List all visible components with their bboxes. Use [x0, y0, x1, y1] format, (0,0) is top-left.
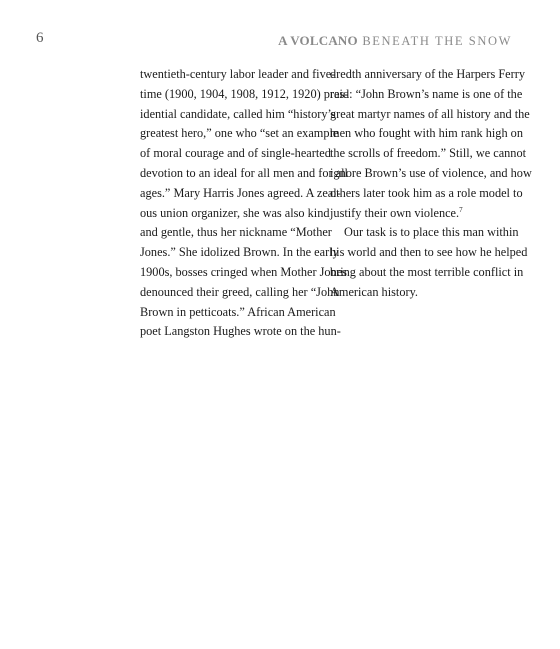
text-line: ous union organizer, she was also kind: [140, 205, 330, 220]
text-line: great martyr names of all history and the: [330, 106, 530, 121]
text-line: devotion to an ideal for all men and for all: [140, 165, 348, 180]
text-line: others later took him as a role model to: [330, 185, 523, 200]
text-line: ages.” Mary Harris Jones agreed. A zeal-: [140, 185, 341, 200]
text-line: denounced their greed, calling her “John: [140, 284, 340, 299]
page-number: 6: [36, 30, 44, 46]
text-line: Brown in petticoats.” African American: [140, 304, 336, 319]
text-line: raid: “John Brown’s name is one of the: [330, 86, 523, 101]
footnote-marker: 7: [459, 205, 463, 214]
text-line: and gentle, thus her nickname “Mother: [140, 225, 332, 240]
text-line: greatest hero,” one who “set an example: [140, 126, 339, 141]
text-line: men who fought with him rank high on: [330, 126, 523, 141]
text-line: 1900s, bosses cringed when Mother Jones: [140, 264, 347, 279]
right-column: [330, 65, 532, 303]
text-line-content: justify their own violence.: [330, 205, 460, 220]
text-line: Our task is to place this man within: [344, 225, 519, 240]
text-line: American history.: [330, 284, 418, 299]
text-line: bring about the most terrible conflict in: [330, 264, 524, 279]
text-line: poet Langston Hughes wrote on the hun-: [140, 324, 341, 339]
text-line: idential candidate, called him “history’s: [140, 106, 336, 121]
text-line: the scrolls of freedom.” Still, we cannot: [330, 146, 527, 161]
running-head-title-rest: BENEATH THE SNOW: [362, 34, 512, 48]
text-line: dredth anniversary of the Harpers Ferry: [330, 67, 525, 81]
text-line: Jones.” She idolized Brown. In the early: [140, 245, 339, 260]
text-line: his world and then to see how he helped: [330, 245, 528, 260]
text-line: ignore Brown’s use of violence, and how: [330, 165, 532, 180]
running-head-title-bold: A VOLCANO: [278, 33, 358, 48]
text-line: of moral courage and of single-hearted: [140, 146, 331, 161]
text-line-with-footnote: [330, 204, 511, 224]
text-line: twentieth-century labor leader and five-: [140, 67, 336, 81]
running-head: [278, 32, 512, 50]
left-column: [140, 65, 349, 342]
text-line: time (1900, 1904, 1908, 1912, 1920) pres-: [140, 86, 349, 101]
